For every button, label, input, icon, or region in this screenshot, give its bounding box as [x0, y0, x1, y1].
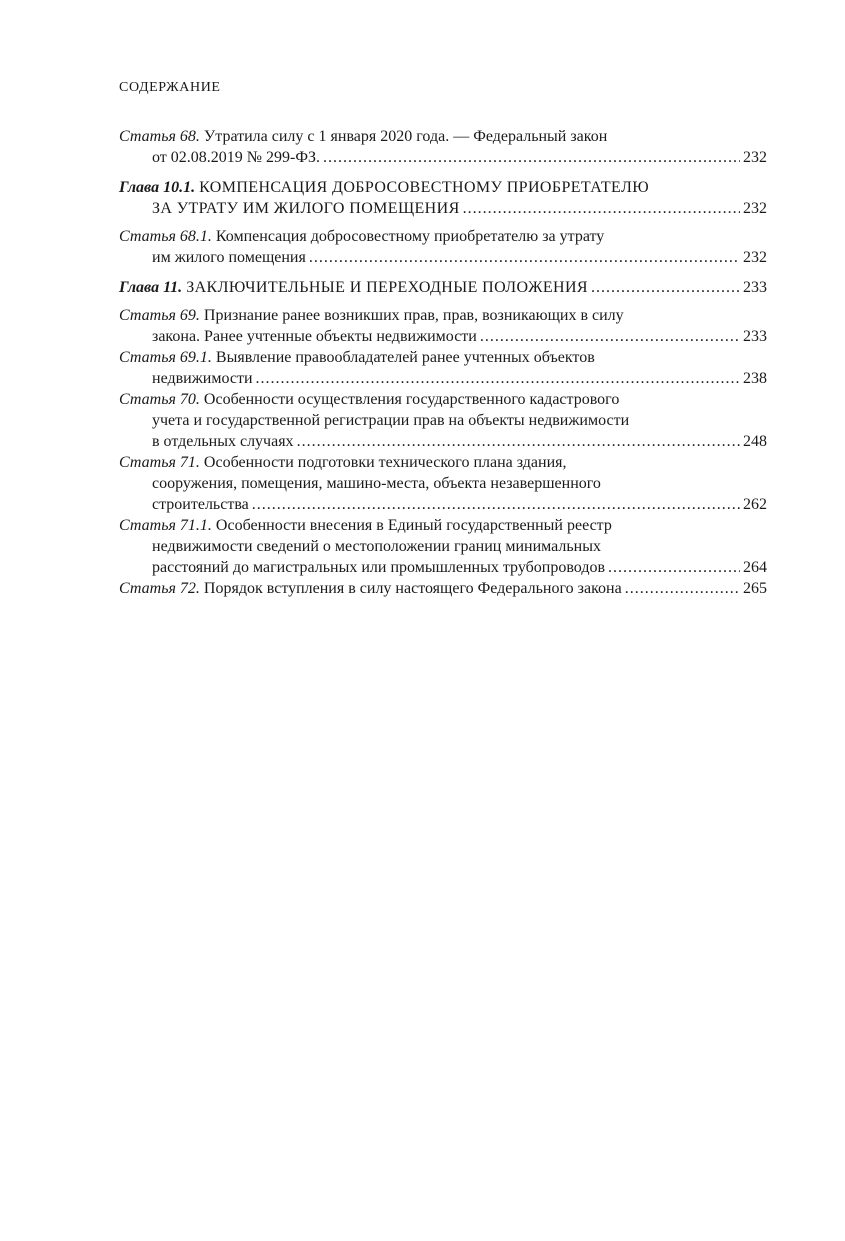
- toc-line: [119, 198, 767, 219]
- toc-label: Статья 69.1.: [119, 349, 212, 366]
- toc-title: Компенсация добросовестному приобретателю за утрату: [215, 228, 605, 245]
- toc-entry-article-68[interactable]: [119, 126, 767, 168]
- toc-title: ЗАКЛЮЧИТЕЛЬНЫЕ И ПЕРЕХОДНЫЕ ПОЛОЖЕНИЯ: [186, 279, 588, 296]
- dot-leader: [256, 368, 740, 389]
- toc-title-cont: сооружения, помещения, машино-места, объекта незавершенного: [152, 475, 601, 492]
- toc-line: [119, 147, 767, 168]
- toc-label: Статья 71.1.: [119, 517, 212, 534]
- toc-page-number: 232: [743, 200, 767, 217]
- toc-line-text: [119, 515, 612, 536]
- dot-leader: [591, 277, 740, 298]
- toc-line: [119, 515, 767, 536]
- toc-title-cont: ЗА УТРАТУ ИМ ЖИЛОГО ПОМЕЩЕНИЯ: [152, 200, 460, 217]
- toc-line: [119, 305, 767, 326]
- toc-title-cont: им жилого помещения: [152, 249, 306, 266]
- dot-leader: [309, 247, 740, 268]
- toc-page-number: 264: [743, 559, 767, 576]
- toc-title: Признание ранее возникших прав, прав, возникающих в силу: [203, 307, 624, 324]
- toc-line: [119, 347, 767, 368]
- toc-entry-chapter-10-1[interactable]: [119, 177, 767, 219]
- toc-page-number: 262: [743, 496, 767, 513]
- toc-label: Статья 70.: [119, 391, 200, 408]
- toc-title: Выявление правообладателей ранее учтенных объектов: [215, 349, 595, 366]
- toc-line: [119, 557, 767, 578]
- toc-title: Особенности внесения в Единый государственный реестр: [215, 517, 612, 534]
- toc-entry-article-72[interactable]: [119, 578, 767, 599]
- toc-title-cont: недвижимости: [152, 370, 253, 387]
- toc-line: [119, 177, 767, 198]
- toc-label: Статья 69.: [119, 307, 200, 324]
- dot-leader: [625, 578, 740, 599]
- toc-title-cont: закона. Ранее учтенные объекты недвижимости: [152, 328, 477, 345]
- toc-title: Порядок вступления в силу настоящего Федерального закона: [203, 580, 622, 597]
- toc-line: [119, 247, 767, 268]
- toc-line: [119, 410, 767, 431]
- toc-line: [119, 578, 767, 599]
- running-head: СОДЕРЖАНИЕ: [119, 80, 221, 95]
- toc-page: [119, 78, 767, 599]
- toc-page-number: 265: [743, 580, 767, 597]
- toc-label: Статья 72.: [119, 580, 200, 597]
- toc-entry-article-70[interactable]: [119, 389, 767, 452]
- toc-line: [119, 368, 767, 389]
- toc-label: Статья 68.1.: [119, 228, 212, 245]
- toc-entry-article-71-1[interactable]: [119, 515, 767, 578]
- toc-line-text: [119, 389, 619, 410]
- toc-title-cont: учета и государственной регистрации прав на объекты недвижимости: [152, 412, 630, 429]
- dot-leader: [252, 494, 740, 515]
- toc-label: Глава 11.: [119, 279, 183, 296]
- dot-leader: [323, 147, 740, 168]
- toc-entry-chapter-11[interactable]: [119, 277, 767, 298]
- toc-line-text: [119, 347, 595, 368]
- toc-title-cont: в отдельных случаях: [152, 433, 294, 450]
- toc-label: Статья 71.: [119, 454, 200, 471]
- toc-line: [119, 226, 767, 247]
- toc-line: [119, 536, 767, 557]
- toc-line: [119, 431, 767, 452]
- toc-line: [119, 452, 767, 473]
- toc-title: Особенности осуществления государственного кадастрового: [203, 391, 620, 408]
- toc-page-number: 232: [743, 249, 767, 266]
- toc-title-cont: от 02.08.2019 № 299-ФЗ.: [152, 149, 321, 166]
- toc-entry-article-69[interactable]: [119, 305, 767, 347]
- toc-line-text: [119, 452, 567, 473]
- toc-line: [119, 326, 767, 347]
- toc-line: [119, 277, 767, 298]
- toc-line-text: [119, 177, 649, 198]
- dot-leader: [608, 557, 740, 578]
- toc-entry-article-68-1[interactable]: [119, 226, 767, 268]
- toc-entry-article-69-1[interactable]: [119, 347, 767, 389]
- toc-entry-article-71[interactable]: [119, 452, 767, 515]
- toc-line-text: [119, 277, 588, 298]
- toc-line-text: [119, 578, 622, 599]
- toc-title: Утратила силу с 1 января 2020 года. — Федеральный закон: [203, 128, 608, 145]
- toc-label: Глава 10.1.: [119, 179, 196, 196]
- toc-line-text: [119, 126, 607, 147]
- toc-line-text: [119, 305, 624, 326]
- toc-label: Статья 68.: [119, 128, 200, 145]
- toc-title-cont: недвижимости сведений о местоположении границ минимальных: [152, 538, 601, 555]
- dot-leader: [297, 431, 740, 452]
- toc-line: [119, 473, 767, 494]
- toc-title-cont: строительства: [152, 496, 249, 513]
- toc-page-number: 238: [743, 370, 767, 387]
- toc-title-cont: расстояний до магистральных или промышленных трубопроводов: [152, 559, 606, 576]
- toc-line: [119, 389, 767, 410]
- dot-leader: [480, 326, 740, 347]
- toc-title: Особенности подготовки технического плана здания,: [203, 454, 567, 471]
- toc-page-number: 232: [743, 149, 767, 166]
- toc-line-text: [119, 226, 604, 247]
- dot-leader: [463, 198, 740, 219]
- toc-page-number: 233: [743, 279, 767, 296]
- toc-title: КОМПЕНСАЦИЯ ДОБРОСОВЕСТНОМУ ПРИОБРЕТАТЕЛЮ: [199, 179, 650, 196]
- toc-page-number: 248: [743, 433, 767, 450]
- toc-page-number: 233: [743, 328, 767, 345]
- toc-line: [119, 494, 767, 515]
- toc-line: [119, 126, 767, 147]
